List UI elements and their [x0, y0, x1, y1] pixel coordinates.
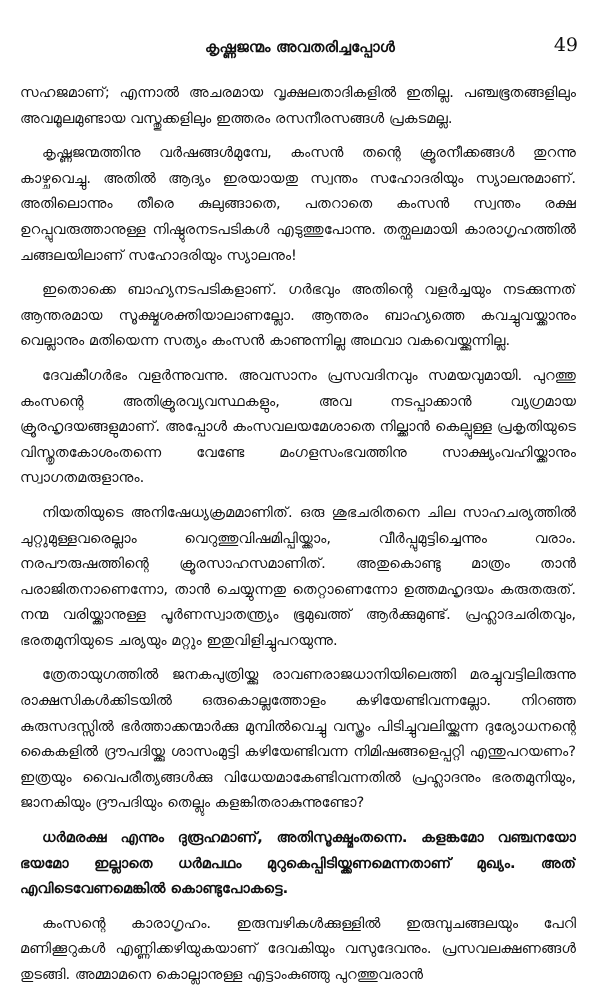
paragraph: കൃഷ്ണജന്മത്തിനു വർഷങ്ങൾമുമ്പേ, കംസൻ തന്റെ ക്രൂരനീക്കങ്ങൾ തുറന്നു കാഴ്ചവെച്ചു. അതിൽ ആദ്യം ഇരയായതു സ്വന്തം സഹോദരിയും സ്യാലനുമാണ്. അതിലൊന്നും തീരെ കുലുങ്ങാതെ, പതറാതെ കംസൻ സ്വന്തം രക്ഷ ഉറപ്പുവരുത്താനുള്ള നിഷ്ഠുരനടപടികൾ എടുത്തുപോന്നു. തത്ഫലമായി കാരാഗൃഹത്തിൽ ചങ്ങലയിലാണ് സഹോദരിയും സ്യാലനും! [20, 144, 576, 264]
paragraph: സഹജമാണ്; എന്നാൽ അചരമായ വൃക്ഷലതാദികളിൽ ഇതില്ല. പഞ്ചഭൂതങ്ങളിലും അവമൂലമുണ്ടായ വസ്തുക്കളിലും ഇത്തരം രസനീരസങ്ങൾ പ്രകടമല്ല. [20, 84, 576, 127]
paragraph: ത്രേതായുഗത്തിൽ ജനകപുത്രിയ്ക്കു രാവണരാജധാനിയിലെത്തി മരച്ചുവട്ടിലിരുന്നു രാക്ഷസികൾക്കിടയിൽ ഒരുകൊല്ലത്തോളം കഴിയേണ്ടിവന്നല്ലോ. നിറഞ്ഞ കുരുസദസ്സിൽ ഭർത്താക്കന്മാർക്കു മുമ്പിൽവെച്ചു വസ്ത്രം പിടിച്ചുവലിയ്ക്കുന്ന ദുര്യോധനന്റെ കൈകളിൽ ദ്രൗപദിയ്ക്കു ശാസംമുട്ടി കഴിയേണ്ടിവന്ന നിമിഷങ്ങളെപ്പറ്റി എന്തുപറയണം? ഇത്രയും വൈപരീത്യങ്ങൾക്കു വിധേയമാകേണ്ടിവന്നതിൽ പ്രഹ്ലാദനും ഭരതമുനിയും, ജാനകിയും ദ്രൗപദിയും തെല്ലും കളങ്കിതരാകുന്നുണ്ടോ? [20, 666, 576, 812]
emphasized-paragraph: ധർമരക്ഷ എന്നും ദുരൂഹമാണ്, അതിസൂക്ഷ്മംതന്നെ. കളങ്കമോ വഞ്ചനയോ ഭയമോ ഇല്ലാതെ ധർമപഥം മുറുകെപ്പിടിയ്ക്കണമെന്നതാണ് മുഖ്യം. അത് എവിടെവേണമെങ്കിൽ കൊണ്ടുപോകട്ടെ. [20, 829, 576, 898]
page-number: 49 [553, 34, 578, 56]
page-header [0, 34, 600, 64]
paragraph: കംസന്റെ കാരാഗൃഹം. ഇരുമ്പഴികൾക്കുള്ളിൽ ഇരുമ്പുചങ്ങലയും പേറി മണിക്കൂറുകൾ എണ്ണിക്കഴിയുകയാണ് ദേവകിയും വസുദേവനും. പ്രസവലക്ഷണങ്ങൾ തുടങ്ങി. അമ്മാമനെ കൊല്ലാനുള്ള എട്ടാംകുഞ്ഞു പുറത്തുവരാൻ [20, 914, 576, 983]
paragraph: ദേവകീഗർഭം വളർന്നുവന്നു. അവസാനം പ്രസവദിനവും സമയവുമായി. പുറത്തു കംസന്റെ അതിക്രൂരവ്യവസ്ഥകളും, അവ നടപ്പാക്കാൻ വ്യഗ്രമായ ക്രൂരഹൃദയങ്ങളുമാണ്. അപ്പോൾ കംസവലയമേശാതെ നില്ക്കാൻ കെല്പുള്ള പ്രകൃതിയുടെ വിസ്തൃതകോശംതന്നെ വേണ്ടേ മംഗളസംഭവത്തിനു സാക്ഷ്യംവഹിയ്ക്കാനും സ്വാഗതമരുളാനും. [20, 366, 576, 487]
body-text [20, 80, 576, 990]
running-title: കൃഷ്ണജന്മം അവതരിച്ചപ്പോൾ [204, 38, 396, 56]
paragraph: നിയതിയുടെ അനിഷേധ്യക്രമമാണിത്. ഒരു ശുഭചരിതനെ ചില സാഹചര്യത്തിൽ ചുറ്റുമുള്ളവരെല്ലാം വെറുത്തുവിഷമിപ്പിയ്ക്കാം, വീർപ്പുമുട്ടിച്ചെന്നും വരാം. നരപൗരുഷത്തിന്റെ ക്രൂരസാഹസമാണിത്. അതുകൊണ്ടു മാത്രം താൻ പരാജിതനാണെന്നോ, താൻ ചെയ്യുന്നതു തെറ്റാണെന്നോ ഉത്തമഹൃദയം കരുതരുത്. നന്മ വരിയ്ക്കാനുള്ള പൂർണസ്വാതന്ത്ര്യം ഭൂമുഖത്ത് ആർക്കുമുണ്ട്. പ്രഹ്ലാദചരിതവും, ഭരതമുനിയുടെ ചര്യയും മറ്റും ഇതുവിളിച്ചുപറയുന്നു. [20, 503, 576, 649]
paragraph: ഇതൊക്കെ ബാഹ്യനടപടികളാണ്. ഗർഭവും അതിന്റെ വളർച്ചയും നടക്കുന്നത് ആന്തരമായ സൂക്ഷ്മശക്തിയാലാണല്ലോ. ആന്തരം ബാഹ്യത്തെ കവച്ചുവയ്ക്കാനും വെല്ലാനും മതിയെന്ന സത്യം കംസൻ കാണുന്നില്ല അഥവാ വകവെയ്ക്കുന്നില്ല. [20, 281, 576, 350]
